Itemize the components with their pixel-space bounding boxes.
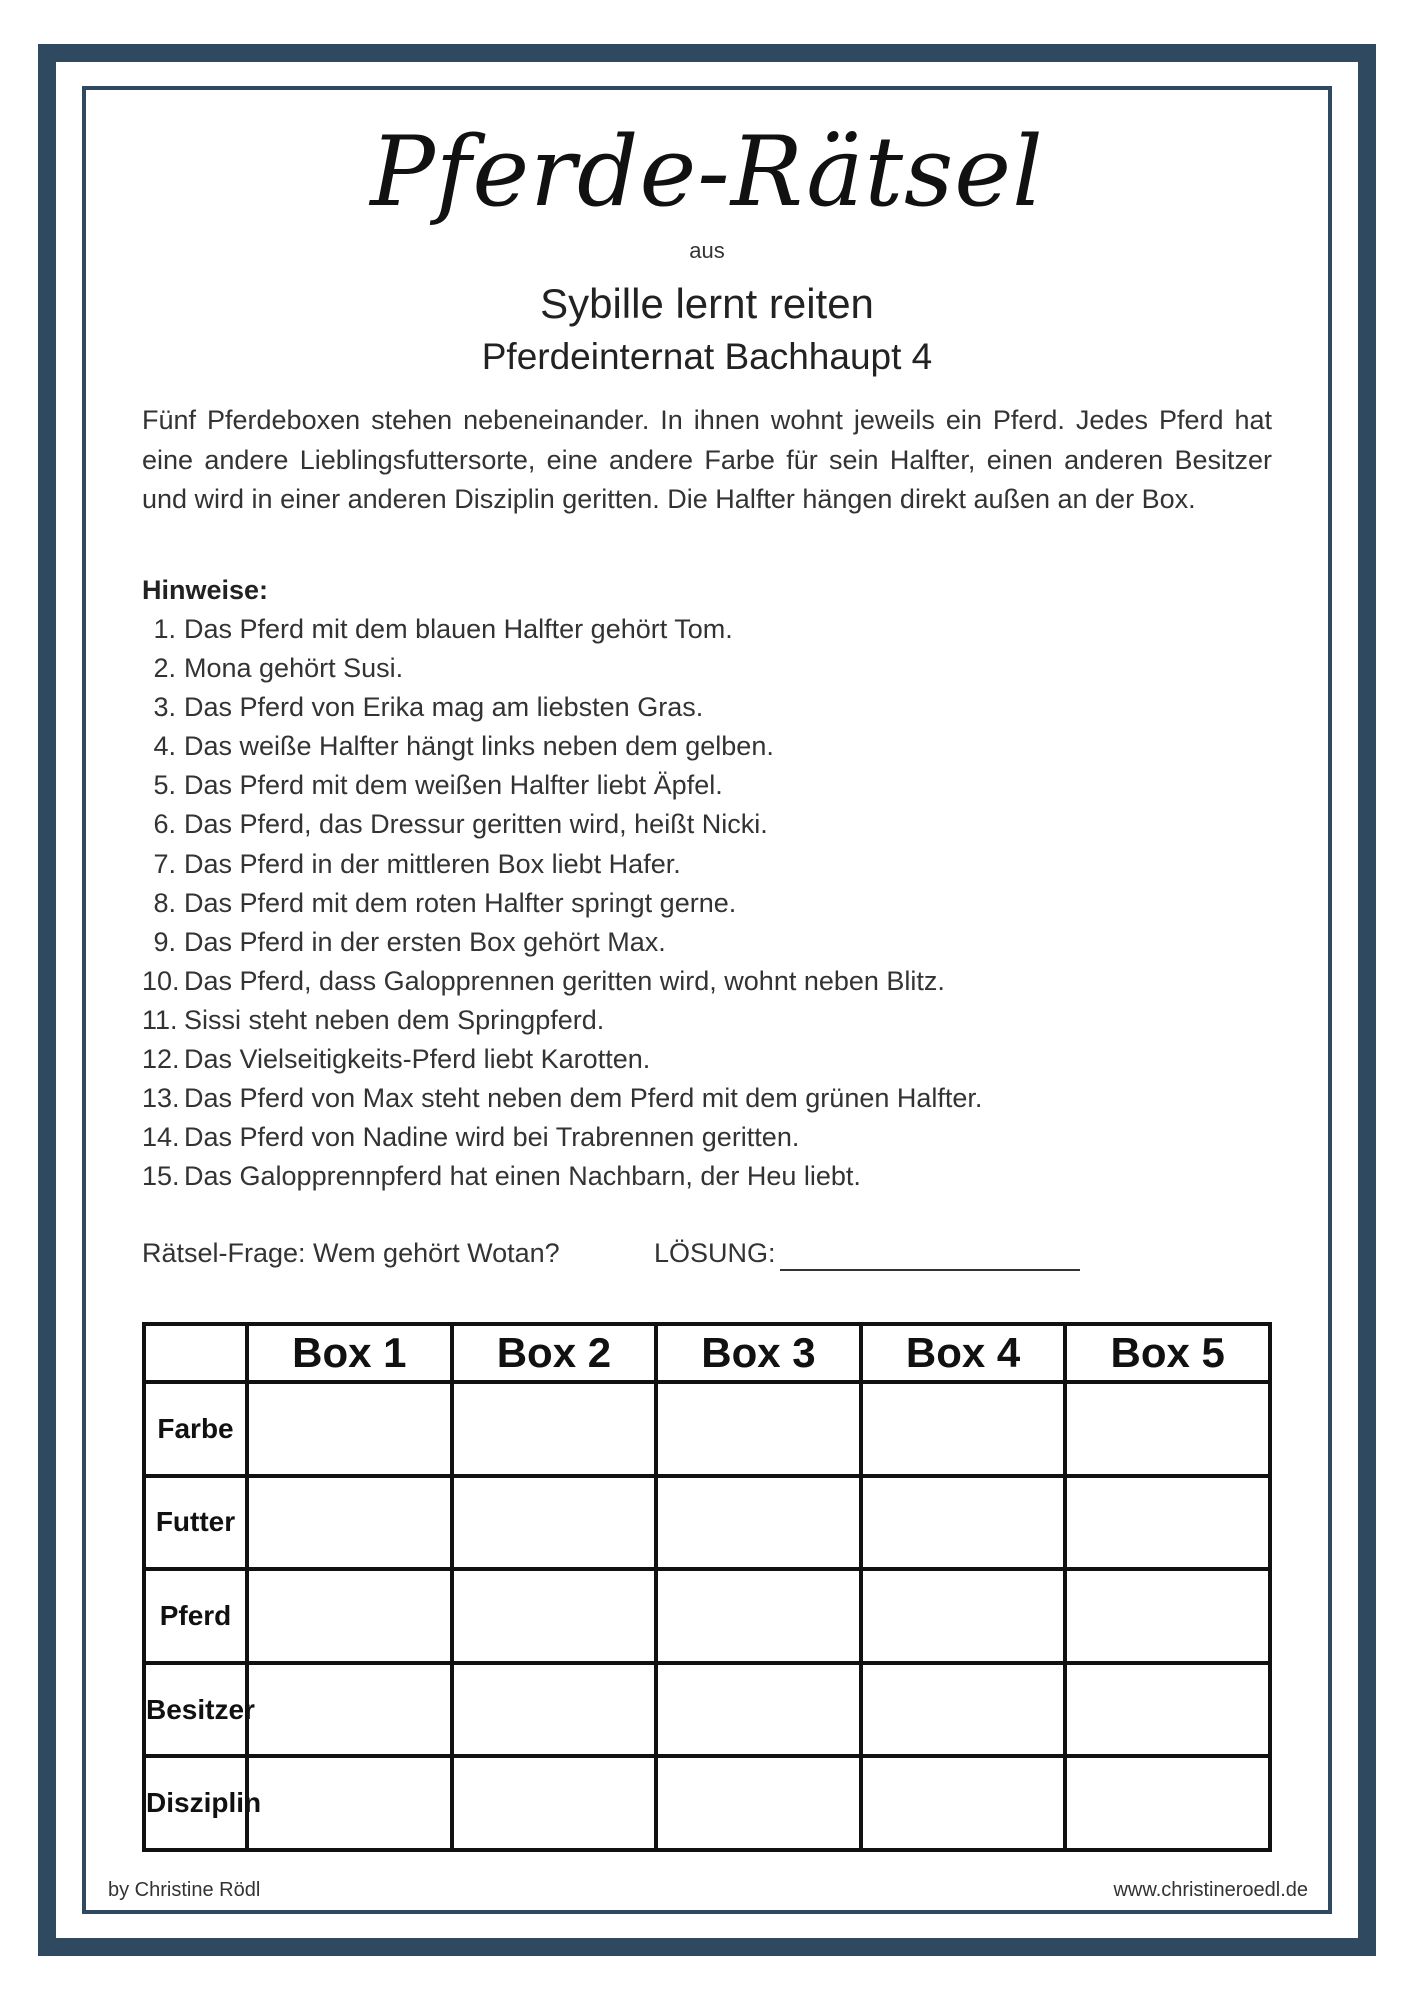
grid-answer-cell[interactable] [656, 1569, 861, 1663]
from-label: aus [689, 238, 725, 263]
grid-row-header: Disziplin [144, 1756, 247, 1850]
hint-number: 13. [142, 1083, 180, 1114]
hint-text: Das Pferd mit dem blauen Halfter gehört Tom. [184, 614, 733, 644]
hint-item [142, 688, 1272, 727]
hint-text: Das weiße Halfter hängt links neben dem gelben. [184, 731, 774, 762]
grid-answer-cell[interactable] [861, 1476, 1066, 1570]
grid-answer-cell[interactable] [1065, 1569, 1270, 1663]
grid-answer-cell[interactable] [247, 1663, 452, 1757]
grid-header-row [144, 1324, 1270, 1382]
grid-answer-cell[interactable] [1065, 1382, 1270, 1476]
grid-answer-cell[interactable] [861, 1569, 1066, 1663]
hint-text: Das Pferd mit dem roten Halfter springt gerne. [184, 887, 737, 918]
grid-column-header: Box 4 [861, 1324, 1066, 1382]
hint-number: 7. [153, 848, 176, 879]
hint-number: 14. [142, 1122, 180, 1153]
hint-text: Das Pferd in der ersten Box gehört Max. [184, 926, 666, 957]
footer-author: by Christine Rödl [108, 1879, 261, 1901]
grid-row [144, 1382, 1270, 1476]
solution-answer-line[interactable] [780, 1269, 1080, 1271]
grid-row [144, 1476, 1270, 1570]
hint-text: Sissi steht neben dem Springpferd. [184, 1004, 605, 1035]
grid-answer-cell[interactable] [247, 1756, 452, 1850]
hint-number: 11. [142, 1004, 178, 1035]
grid-column-header: Box 2 [452, 1324, 657, 1382]
grid-answer-cell[interactable] [861, 1663, 1066, 1757]
hint-text: Das Pferd, dass Galopprennen geritten wird, wohnt neben Blitz. [184, 965, 945, 996]
hint-number: 15. [142, 1161, 180, 1192]
hints-heading: Hinweise: [142, 575, 269, 605]
hint-number: 4. [153, 731, 176, 762]
hint-item [142, 884, 1272, 923]
hint-text: Das Pferd von Erika mag am liebsten Gras. [184, 692, 704, 723]
intro-paragraph: Fünf Pferdeboxen stehen nebeneinander. In ihnen wohnt jeweils ein Pferd. Jedes Pferd hat eine andere Lieblingsfuttersorte, eine andere Farbe für sein Halfter, einen anderen Besitzer und wird in einer anderen Disziplin geritten. Die Halfter hängen direkt außen an der Box. [142, 405, 1272, 514]
hint-item [142, 610, 1272, 649]
hints-list [142, 610, 1272, 1196]
hint-text: Das Galopprennpferd hat einen Nachbarn, der Heu liebt. [184, 1161, 861, 1192]
hint-item [142, 1118, 1272, 1157]
footer-website: www.christineroedl.de [1113, 1879, 1308, 1901]
grid-column-header: Box 3 [656, 1324, 861, 1382]
grid-answer-cell[interactable] [861, 1756, 1066, 1850]
hint-item [142, 962, 1272, 1001]
hint-item [142, 845, 1272, 884]
grid-row-header: Besitzer [144, 1663, 247, 1757]
grid-answer-cell[interactable] [656, 1476, 861, 1570]
hint-number: 9. [153, 926, 176, 957]
grid-answer-cell[interactable] [1065, 1476, 1270, 1570]
grid-column-header: Box 1 [247, 1324, 452, 1382]
hint-item [142, 1001, 1272, 1040]
grid-answer-cell[interactable] [452, 1476, 657, 1570]
grid-row [144, 1663, 1270, 1757]
hint-text: Das Vielseitigkeits-Pferd liebt Karotten. [184, 1044, 651, 1075]
hint-number: 5. [153, 770, 176, 801]
hint-number: 12. [142, 1044, 180, 1075]
hint-number: 2. [153, 653, 176, 684]
grid-row [144, 1569, 1270, 1663]
grid-row-header: Pferd [144, 1569, 247, 1663]
hint-text: Das Pferd mit dem weißen Halfter liebt Äpfel. [184, 770, 723, 801]
grid-answer-cell[interactable] [861, 1382, 1066, 1476]
hint-item [142, 1040, 1272, 1079]
solution-label: LÖSUNG: [654, 1238, 776, 1268]
grid-row-header: Farbe [144, 1382, 247, 1476]
hint-item [142, 1079, 1272, 1118]
grid-row-header: Futter [144, 1476, 247, 1570]
grid-answer-cell[interactable] [656, 1382, 861, 1476]
hint-number: 8. [153, 887, 176, 918]
hint-item [142, 727, 1272, 766]
hint-item [142, 649, 1272, 688]
grid-answer-cell[interactable] [1065, 1756, 1270, 1850]
grid-corner-cell [144, 1324, 247, 1382]
grid-answer-cell[interactable] [656, 1756, 861, 1850]
hint-number: 3. [153, 692, 176, 723]
hint-item [142, 805, 1272, 844]
hint-text: Mona gehört Susi. [184, 653, 404, 684]
grid-answer-cell[interactable] [452, 1663, 657, 1757]
grid-answer-cell[interactable] [247, 1476, 452, 1570]
hint-number: 10. [142, 965, 180, 996]
grid-answer-cell[interactable] [452, 1382, 657, 1476]
grid-column-header: Box 5 [1065, 1324, 1270, 1382]
hint-text: Das Pferd von Nadine wird bei Trabrennen geritten. [184, 1122, 800, 1153]
grid-row [144, 1756, 1270, 1850]
grid-answer-cell[interactable] [452, 1756, 657, 1850]
hint-text: Das Pferd von Max steht neben dem Pferd mit dem grünen Halfter. [184, 1083, 983, 1114]
page-title: Pferde-Rätsel [370, 116, 1044, 228]
book-title: Sybille lernt reiten [540, 280, 874, 327]
riddle-question: Rätsel-Frage: Wem gehört Wotan? [142, 1238, 560, 1268]
series-title: Pferdeinternat Bachhaupt 4 [481, 336, 933, 377]
grid-answer-cell[interactable] [656, 1663, 861, 1757]
grid-answer-cell[interactable] [247, 1382, 452, 1476]
hint-text: Das Pferd in der mittleren Box liebt Hafer. [184, 848, 681, 879]
hint-item [142, 1157, 1272, 1196]
grid-answer-cell[interactable] [452, 1569, 657, 1663]
hint-item [142, 923, 1272, 962]
grid-answer-cell[interactable] [247, 1569, 452, 1663]
hint-item [142, 766, 1272, 805]
hint-text: Das Pferd, das Dressur geritten wird, heißt Nicki. [184, 809, 768, 840]
hint-number: 6. [153, 809, 176, 840]
solution-grid [142, 1322, 1272, 1852]
grid-answer-cell[interactable] [1065, 1663, 1270, 1757]
hint-number: 1. [153, 614, 176, 644]
